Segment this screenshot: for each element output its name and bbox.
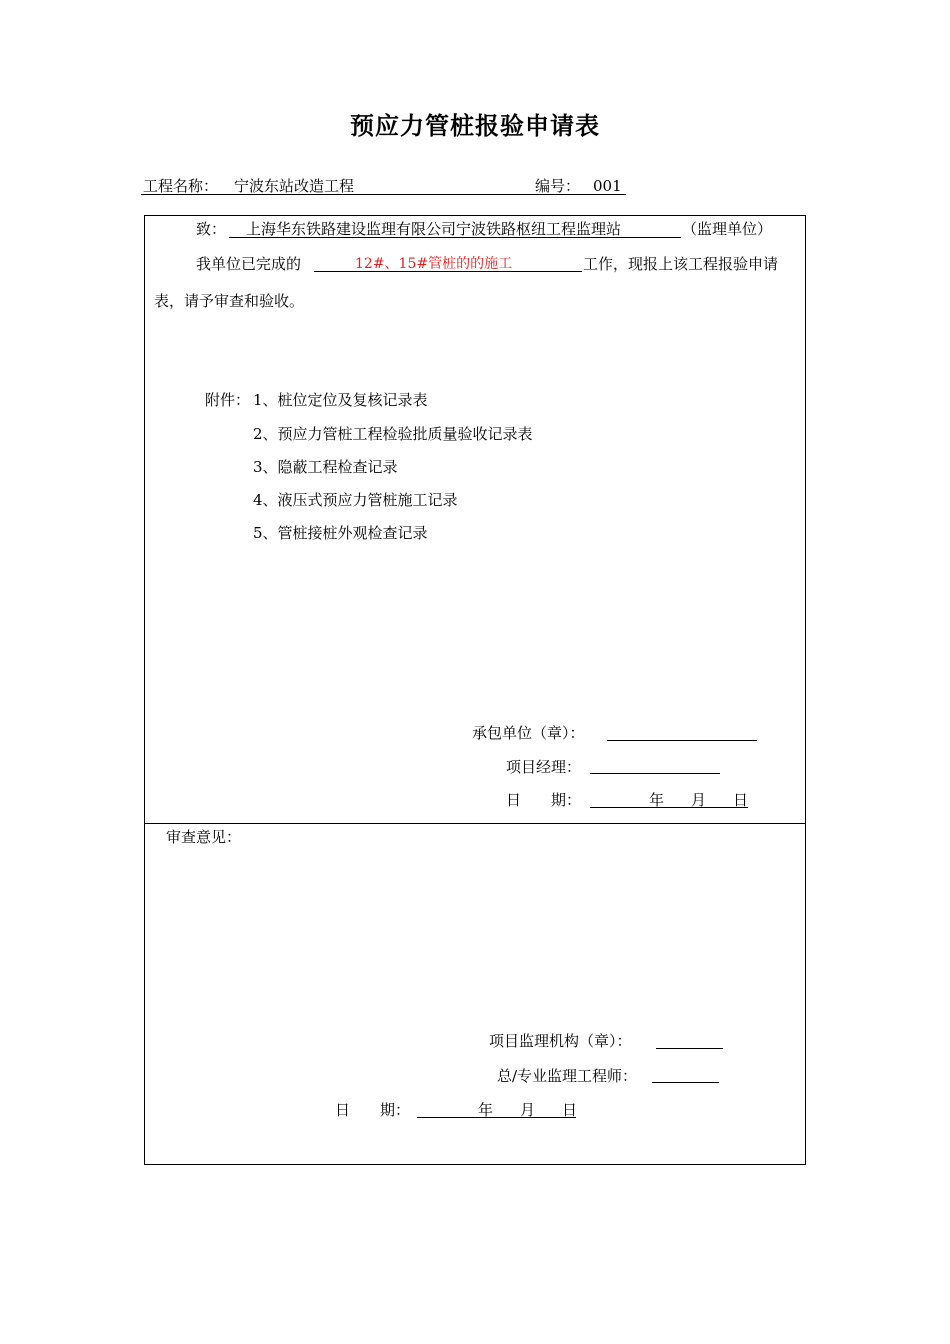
- to-label: 致：: [196, 220, 227, 238]
- body-suffix-2: 表，请予审查和验收。: [154, 292, 305, 310]
- contractor-signature-field[interactable]: [607, 740, 757, 741]
- attachment-item: 1、桩位定位及复核记录表: [253, 391, 428, 409]
- work-item: 12#、15#管桩的的施工: [355, 256, 513, 272]
- project-label: 工程名称：: [143, 177, 219, 195]
- application-date-month: 月: [691, 791, 707, 809]
- engineer-label: 总/专业监理工程师：: [497, 1067, 638, 1085]
- attachment-item: 3、隐蔽工程检查记录: [253, 458, 398, 476]
- body-suffix-1: 工作，现报上该工程报验申请: [583, 255, 779, 273]
- manager-label: 项目经理：: [506, 758, 582, 776]
- application-date-label: 日 期：: [506, 791, 582, 809]
- application-date-year: 年: [649, 791, 665, 809]
- review-section: [144, 823, 806, 1165]
- review-date-label: 日 期：: [335, 1101, 411, 1119]
- contractor-label: 承包单位（章）：: [472, 724, 585, 742]
- application-date-field[interactable]: [590, 807, 748, 808]
- project-name: 宁波东站改造工程: [234, 177, 355, 195]
- supervision-org-label: 项目监理机构（章）：: [489, 1032, 632, 1050]
- engineer-signature-field[interactable]: [652, 1082, 719, 1083]
- attachment-item: 2、预应力管桩工程检验批质量验收记录表: [253, 425, 533, 443]
- to-org: 上海华东铁路建设监理有限公司宁波铁路枢纽工程监理站: [246, 220, 622, 238]
- application-date-day: 日: [733, 791, 749, 809]
- page-title: 预应力管桩报验申请表: [350, 111, 600, 140]
- body-prefix: 我单位已完成的: [196, 255, 302, 273]
- to-suffix: （监理单位）: [682, 220, 773, 238]
- attachment-item: 5、管桩接桩外观检查记录: [253, 524, 428, 542]
- attachment-item: 4、液压式预应力管桩施工记录: [253, 491, 458, 509]
- review-date-year: 年: [478, 1101, 494, 1119]
- number-label: 编号：: [535, 177, 581, 195]
- manager-signature-field[interactable]: [590, 773, 720, 774]
- attachments-label: 附件：: [205, 391, 251, 409]
- review-date-day: 日: [562, 1101, 578, 1119]
- review-date-field[interactable]: [417, 1117, 576, 1118]
- review-date-month: 月: [520, 1101, 536, 1119]
- number-value: 001: [593, 177, 622, 195]
- opinion-label: 审查意见：: [166, 828, 242, 846]
- supervision-org-signature-field[interactable]: [656, 1048, 723, 1049]
